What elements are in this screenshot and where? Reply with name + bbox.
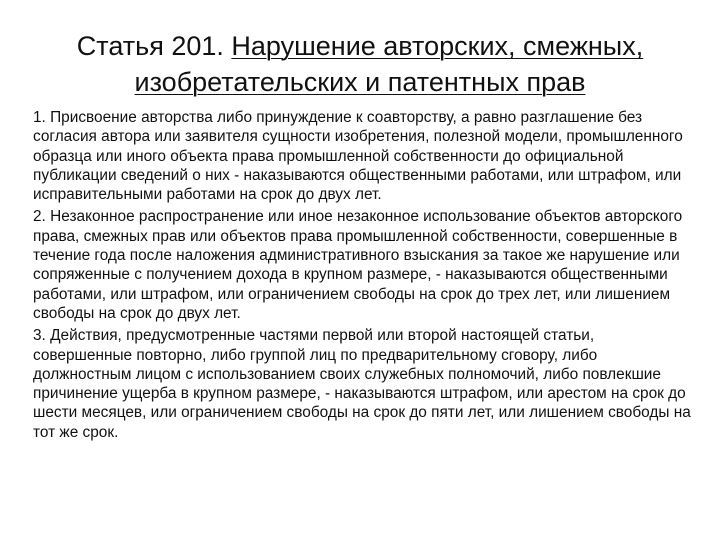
title-article-name: Нарушение авторских, смежных, изобретательских и патентных прав [134, 31, 644, 97]
paragraph-3: 3. Действия, предусмотренные частями первой или второй настоящей статьи, совершенные повторно, либо группой лиц по предварительному сговору, либо должностным лицом с использованием своих служебных полномочий, либо повлекшие причинение ущерба в крупном размере, - наказываются штрафом, или арестом на срок до шести месяцев, или ограничением свободы на срок до пяти лет, или лишением свободы на тот же срок. [33, 327, 691, 441]
paragraph-1: 1. Присвоение авторства либо принуждение к соавторству, а равно разглашение без согласия автора или заявителя сущности изобретения, полезной модели, промышленного образца или иного объекта права промышленной собственности до официальной публикации сведений о них - наказываются общественными работами, или штрафом, или исправительными работами на срок до двух лет. [33, 109, 683, 204]
title-article-number: Статья 201. [76, 31, 232, 61]
slide-body [33, 108, 697, 445]
slide-title [30, 28, 690, 100]
paragraph-2: 2. Незаконное распространение или иное незаконное использование объектов авторского права, смежных прав или объектов права промышленной собственности, совершенные в течение года после наложения административного взыскания за такое же нарушение или сопряженные с получением дохода в крупном размере, - наказываются общественными работами, или штрафом, или ограничением свободы на срок до трех лет, или лишением свободы на срок до двух лет. [33, 208, 683, 322]
